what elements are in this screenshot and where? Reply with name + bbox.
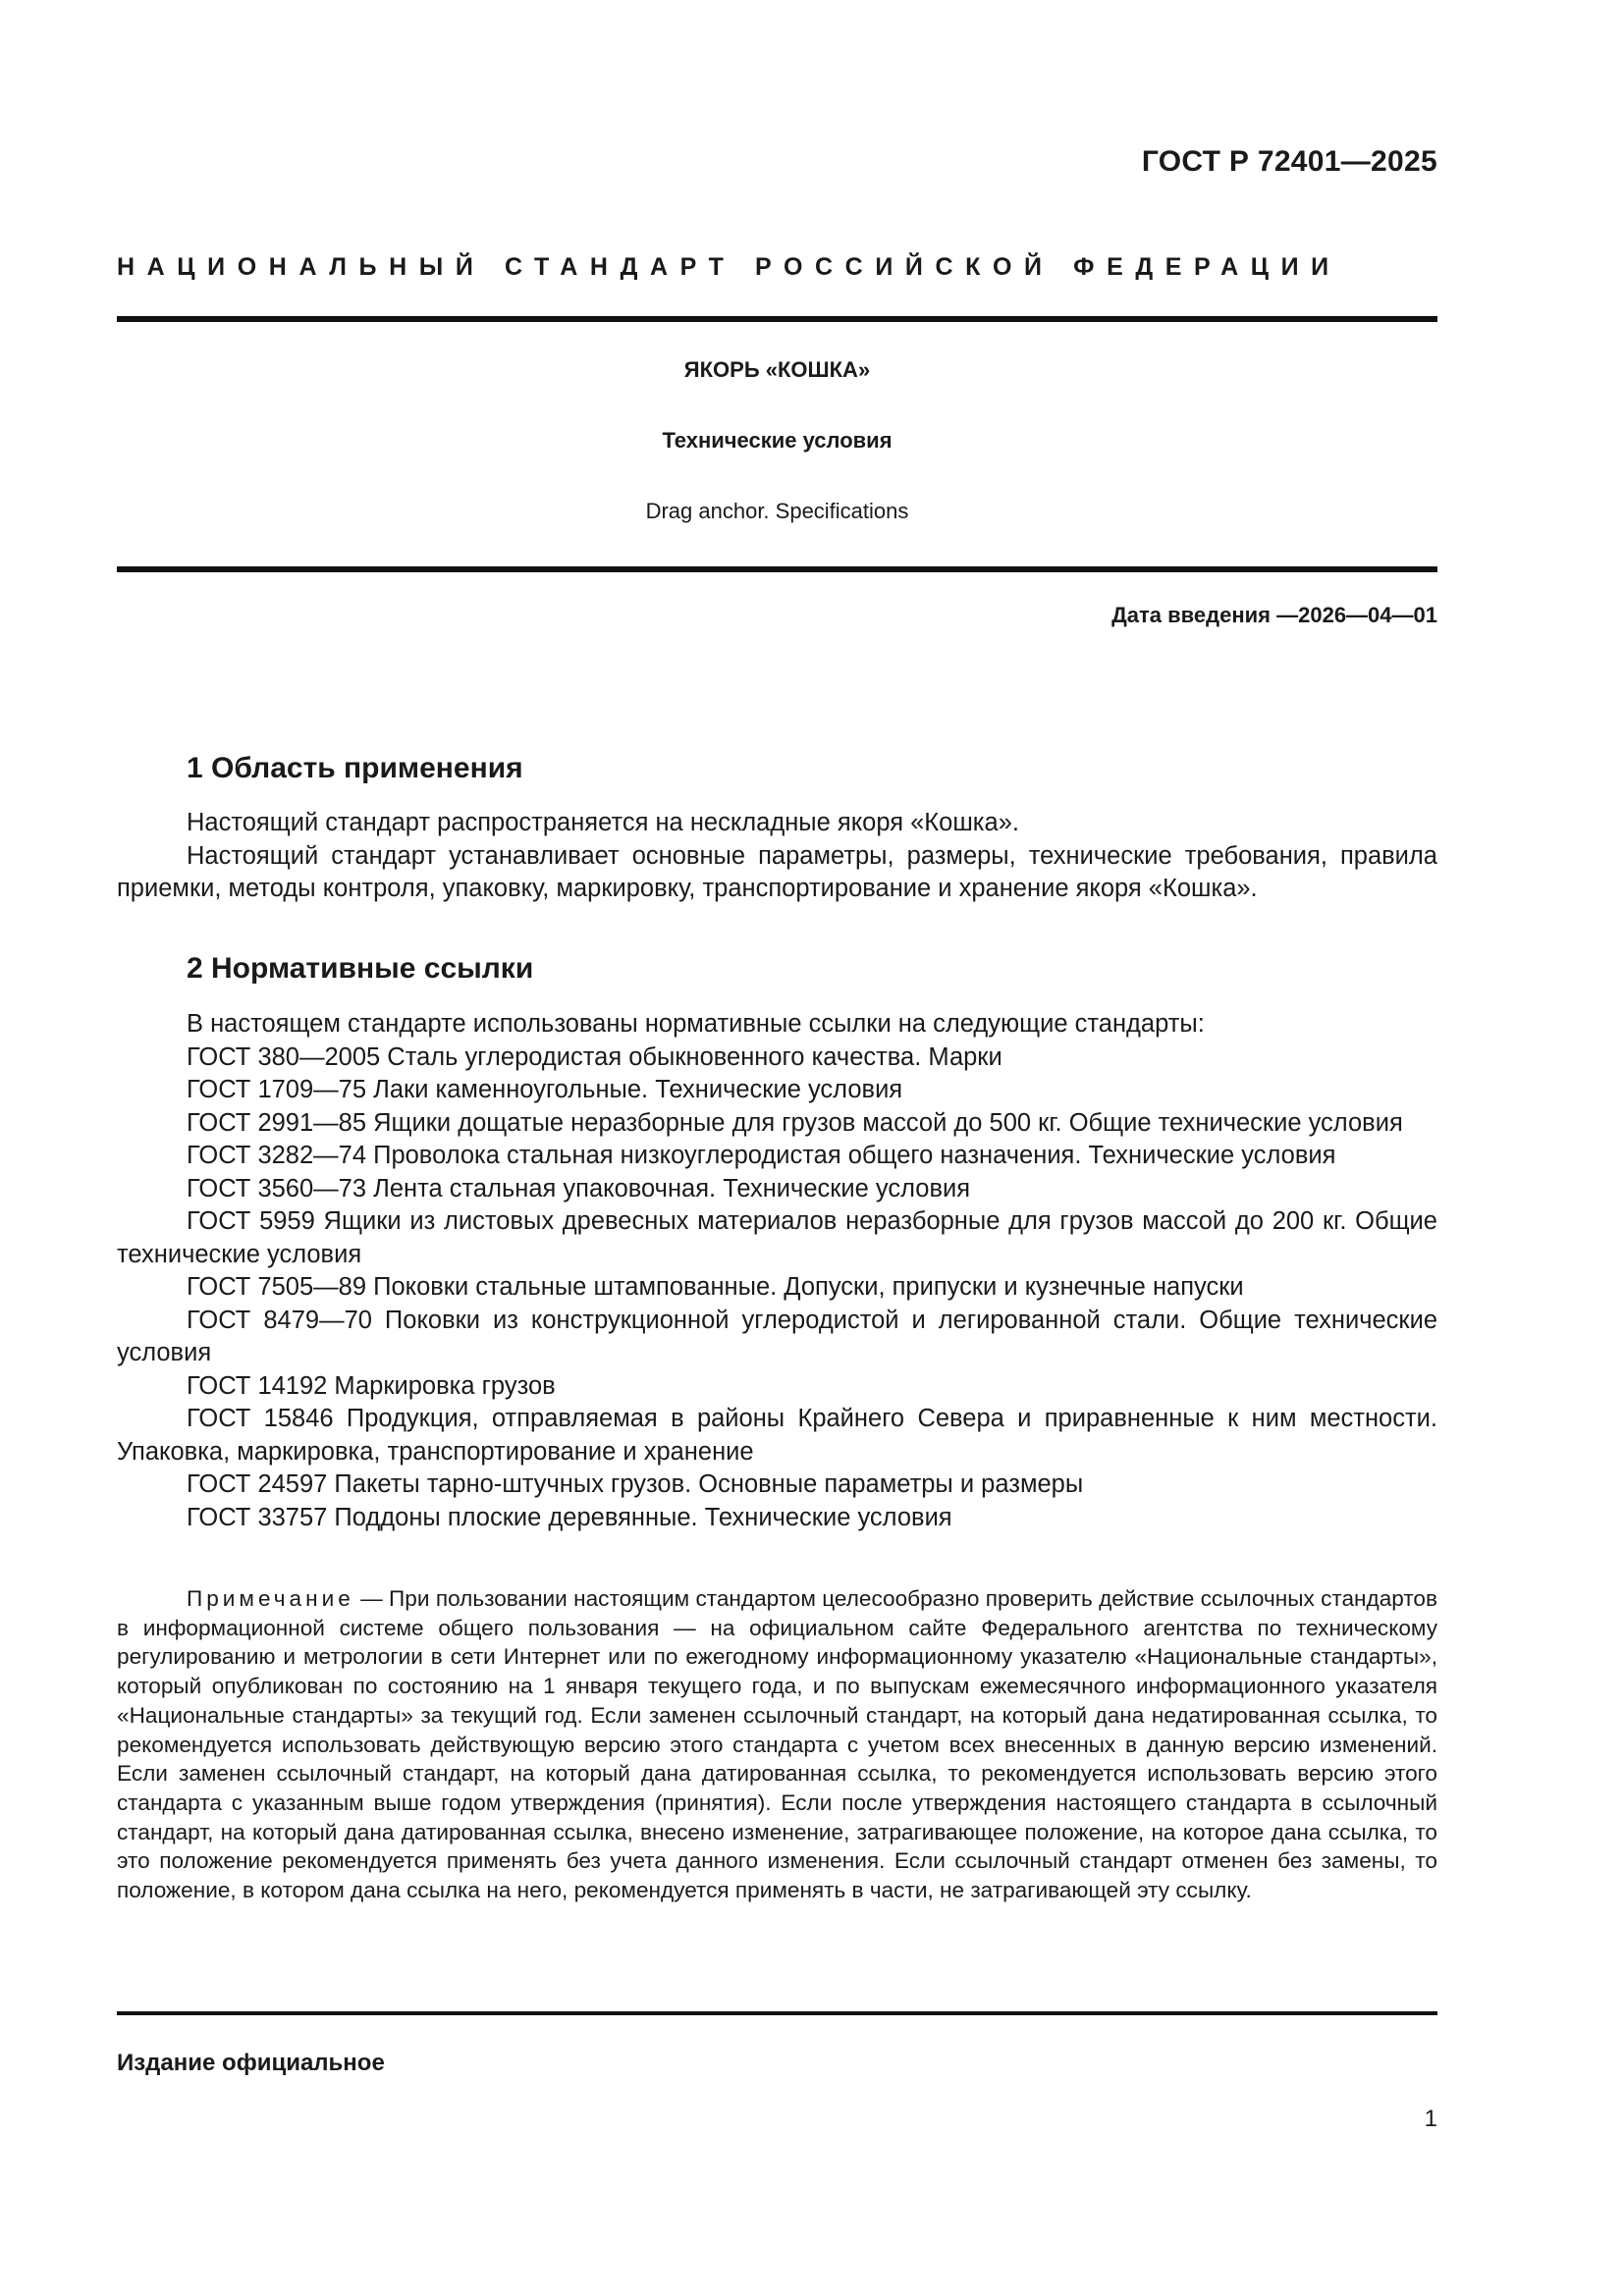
reference-item: ГОСТ 15846 Продукция, отправляемая в районы Крайнего Севера и приравненные к ним местности. Упаковка, маркировка, транспортирование и хранение	[117, 1405, 1437, 1466]
section-scope-body	[117, 807, 1437, 906]
official-edition-label: Издание официальное	[117, 2050, 385, 2076]
gost-code: ГОСТ Р 72401—2025	[1141, 145, 1437, 178]
reference-item: ГОСТ 380—2005 Сталь углеродистая обыкновенного качества. Марки	[187, 1042, 1002, 1071]
paragraph: В настоящем стандарте использованы нормативные ссылки на следующие стандарты:	[187, 1010, 1205, 1038]
reference-item: ГОСТ 5959 Ящики из листовых древесных материалов неразборные для грузов массой до 200 кг. Общие технические условия	[117, 1207, 1437, 1268]
note	[117, 1584, 1437, 1905]
paragraph: Настоящий стандарт распространяется на нескладные якоря «Кошка».	[187, 809, 1019, 836]
reference-item: ГОСТ 2991—85 Ящики дощатые неразборные для грузов массой до 500 кг. Общие технические условия	[187, 1108, 1403, 1137]
reference-item: ГОСТ 7505—89 Поковки стальные штампованные. Допуски, припуски и кузнечные напуски	[187, 1273, 1244, 1301]
reference-item: ГОСТ 3282—74 Проволока стальная низкоуглеродистая общего назначения. Технические условия	[187, 1142, 1336, 1169]
reference-item: ГОСТ 24597 Пакеты тарно-штучных грузов. Основные параметры и размеры	[187, 1470, 1084, 1498]
footer-divider	[117, 2011, 1437, 2015]
page-number: 1	[1424, 2106, 1437, 2132]
top-divider	[117, 316, 1437, 322]
reference-item: ГОСТ 1709—75 Лаки каменноугольные. Технические условия	[187, 1076, 903, 1103]
note-text: — При пользовании настоящим стандартом целесообразно проверить действие ссылочных стандартов в информационной системе общего пользования — на официальном сайте Федерального агентства по техническому регулированию и метрологии в сети Интернет или по ежегодному информационному указателю «Национальные стандарты», который опубликован по состоянию на 1 января текущего года, и по выпускам ежемесячного информационного указателя «Национальные стандарты» за текущий год. Если заменен ссылочный стандарт, на который дана недатированная ссылка, то рекомендуется использовать действующую версию этого стандарта с учетом всех внесенных в данную версию изменений. Если заменен ссылочный стандарт, на который дана датированная ссылка, то рекомендуется использовать версию этого стандарта с указанным выше годом утверждения (принятия). Если после утверждения настоящего стандарта в ссылочный стандарт, на который дана датированная ссылка, внесено изменение, затрагивающее положение, на которое дана ссылка, то это положение рекомендуется применять без учета данного изменения. Если ссылочный стандарт отменен без замены, то положение, в котором дана ссылка на него, рекомендуется применять в части, не затрагивающей эту ссылку.	[117, 1586, 1437, 1903]
document-subtitle: Технические условия	[662, 428, 893, 453]
document-title: ЯКОРЬ «КОШКА»	[683, 357, 871, 382]
reference-item: ГОСТ 3560—73 Лента стальная упаковочная. Технические условия	[187, 1174, 971, 1202]
paragraph: Настоящий стандарт устанавливает основные параметры, размеры, технические требования, правила приемки, методы контроля, упаковку, маркировку, транспортирование и хранение якоря «Кошка».	[117, 841, 1437, 902]
note-label: Примечание	[187, 1586, 354, 1611]
section-heading-scope: 1 Область применения	[187, 752, 523, 784]
introduction-date: Дата введения —2026—04—01	[1111, 603, 1437, 627]
title-divider	[117, 566, 1437, 572]
english-title: Drag anchor. Specifications	[645, 499, 909, 523]
section-normative-refs-body	[117, 1008, 1437, 1534]
national-standard-banner: НАЦИОНАЛЬНЫЙ СТАНДАРТ РОССИЙСКОЙ ФЕДЕРАЦИИ	[117, 253, 1341, 281]
reference-item: ГОСТ 8479—70 Поковки из конструкционной углеродистой и легированной стали. Общие технические условия	[117, 1306, 1437, 1366]
reference-item: ГОСТ 33757 Поддоны плоские деревянные. Технические условия	[187, 1503, 952, 1531]
section-heading-normative-refs: 2 Нормативные ссылки	[187, 952, 534, 985]
reference-item: ГОСТ 14192 Маркировка грузов	[187, 1371, 556, 1400]
